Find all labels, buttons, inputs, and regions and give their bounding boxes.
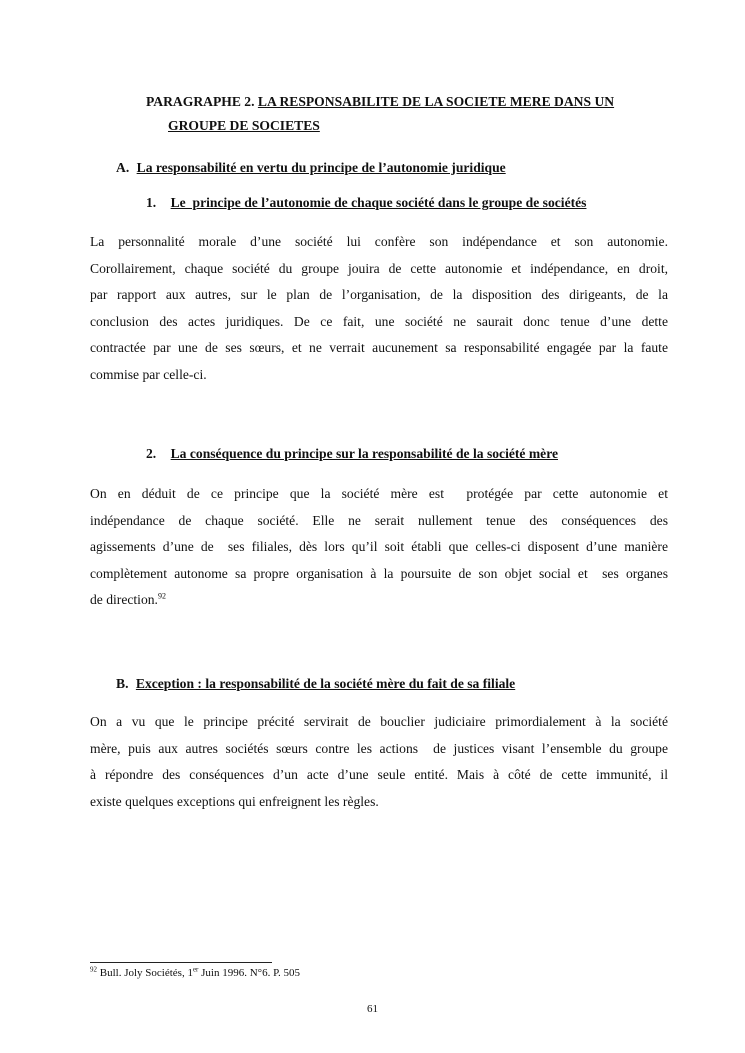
subsection-2-heading: [146, 443, 558, 464]
paragraph-1-line: conclusion des actes juridiques. De ce fait, une société ne saurait donc tenue d’une dette: [90, 313, 668, 329]
footnote-text-before: Bull. Joly Sociétés, 1: [99, 967, 193, 979]
footnote-reference[interactable]: 92: [157, 591, 166, 601]
footnote-ordinal-suffix: er: [192, 965, 199, 974]
paragraph-2: [90, 481, 668, 614]
subsection-1-title: Le principe de l’autonomie de chaque société dans le groupe de sociétés: [170, 195, 587, 210]
footnote-text-after: Juin 1996. N°6. P. 505: [198, 967, 300, 979]
paragraph-1-line: par rapport aux autres, sur le plan de l’organisation, de la disposition des dirigeants, de la: [90, 287, 668, 303]
section-b-marker: B.: [116, 676, 129, 691]
paragraph-3-line: existe quelques exceptions qui enfreignent les règles.: [90, 793, 379, 809]
paragraph-1-line: contractée par une de ses sœurs, et ne verrait aucunement sa responsabilité engagée par la faute: [90, 340, 668, 356]
paragraph-2-line: agissements d’une de ses filiales, dès lors qu’il soit établi que celles-ci disposent d’une manière: [90, 539, 668, 555]
footnote-number: 92: [90, 965, 97, 974]
paragraph-2-line: indépendance de chaque société. Elle ne serait nullement tenue des conséquences des: [90, 512, 668, 528]
paragraph-3-line: à répondre des conséquences d’un acte d’une seule entité. Mais à côté de cette immunité, il: [90, 767, 668, 783]
page-number: 61: [367, 1003, 378, 1015]
footnote: [90, 967, 300, 979]
subsection-2-marker: 2.: [146, 446, 157, 461]
paragraph-heading-title-line-2: GROUPE DE SOCIETES: [168, 118, 320, 133]
paragraph-2-line: On en déduit de ce principe que la société mère est protégée par cette autonomie et: [90, 486, 668, 501]
paragraph-3-line: On a vu que le principe précité servirait de bouclier judiciaire primordialement à la société: [90, 714, 668, 729]
paragraph-1-line: commise par celle-ci.: [90, 366, 207, 382]
paragraph-3-line: mère, puis aux autres sociétés sœurs contre les actions de justices visant l’ensemble du groupe: [90, 740, 668, 756]
footnote-separator: [90, 962, 272, 963]
section-b-title: Exception : la responsabilité de la société mère du fait de sa filiale: [135, 676, 516, 691]
paragraph-1-line: Corollairement, chaque société du groupe jouira de cette autonomie et indépendance, en droit,: [90, 260, 668, 276]
subsection-2-title: La conséquence du principe sur la responsabilité de la société mère: [170, 446, 559, 461]
section-a-title: La responsabilité en vertu du principe de l’autonomie juridique: [136, 160, 506, 175]
section-b-heading: [116, 673, 515, 694]
paragraph-1: [90, 229, 668, 389]
paragraph-heading-line-1: [146, 91, 614, 112]
section-a-marker: A.: [116, 160, 130, 175]
paragraph-heading-prefix: PARAGRAPHE 2.: [146, 94, 255, 109]
paragraph-2-line: de direction.: [90, 592, 158, 608]
paragraph-3: [90, 709, 668, 815]
subsection-1-heading: [146, 192, 586, 213]
section-a-heading: [116, 157, 506, 178]
paragraph-heading-title-line-1: LA RESPONSABILITE DE LA SOCIETE MERE DANS UN: [257, 94, 615, 109]
paragraph-1-line: La personnalité morale d’une société lui confère son indépendance et son autonomie.: [90, 234, 668, 249]
paragraph-2-last-line: [90, 587, 668, 614]
subsection-1-marker: 1.: [146, 195, 157, 210]
paragraph-2-line: complètement autonome sa propre organisation à la poursuite de son objet social et ses organes: [90, 565, 668, 581]
